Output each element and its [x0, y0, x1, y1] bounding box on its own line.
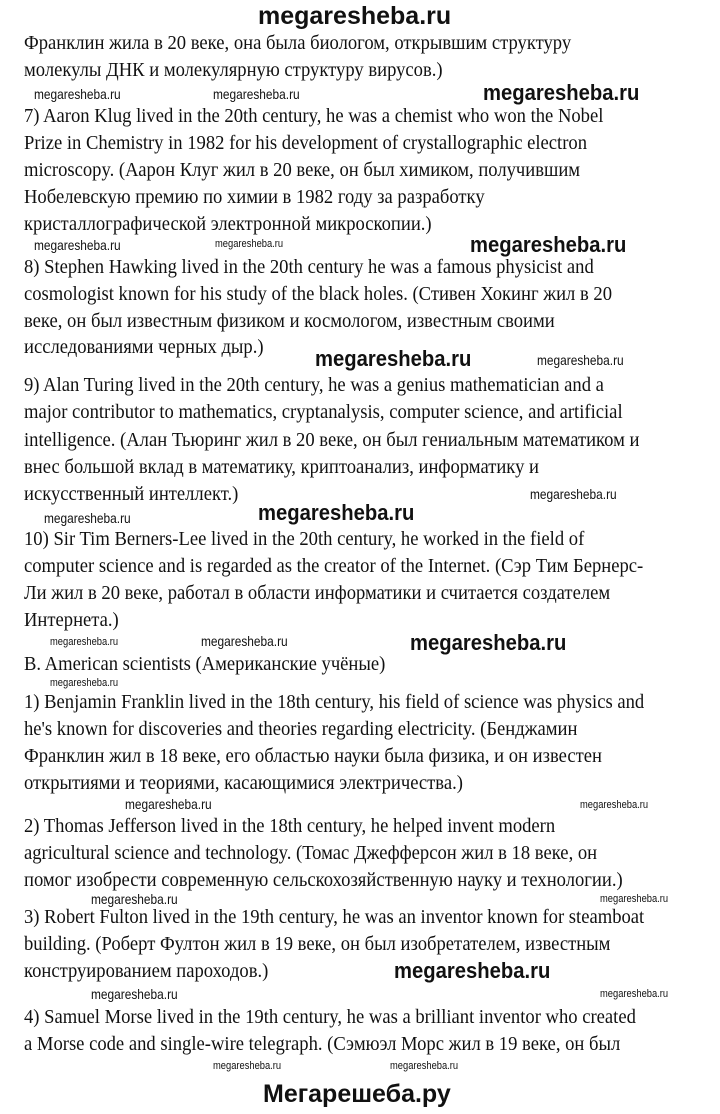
watermark: megaresheba.ru	[215, 238, 284, 250]
text-line: Нобелевскую премию по химии в 1982 году за разработку	[24, 186, 485, 208]
text-line: кристаллографической электронной микроскопии.)	[24, 213, 432, 235]
text-line: открытиями и теориями, касающимися электричества.)	[24, 772, 463, 794]
text-line: agricultural science and technology. (Томас Джефферсон жил в 18 веке, он	[24, 842, 598, 864]
text-line: Ли жил в 20 веке, работал в области информатики и считается создателем	[24, 582, 611, 604]
text-line: 1) Benjamin Franklin lived in the 18th century, his field of science was physics and	[24, 691, 645, 713]
text-line: he's known for discoveries and theories regarding electricity. (Бенджамин	[24, 718, 578, 740]
watermark: megaresheba.ru	[91, 891, 178, 907]
watermark: megaresheba.ru	[394, 958, 551, 983]
watermark: megaresheba.ru	[50, 677, 119, 689]
watermark: megaresheba.ru	[213, 1060, 282, 1072]
text-line: веке, он был известным физиком и космологом, известным своими	[24, 310, 555, 332]
watermark: megaresheba.ru	[537, 352, 624, 368]
text-line: внес большой вклад в математику, криптоанализ, информатику и	[24, 456, 539, 478]
text-line: Интернета.)	[24, 609, 119, 631]
watermark: megaresheba.ru	[530, 486, 617, 502]
watermark: megaresheba.ru	[213, 86, 300, 102]
text-line: intelligence. (Алан Тьюринг жил в 20 веке, он был гениальным математиком и	[24, 429, 640, 451]
text-line: 9) Alan Turing lived in the 20th century, he was a genius mathematician and a	[24, 374, 604, 396]
watermark: megaresheba.ru	[600, 893, 669, 905]
text-line: computer science and is regarded as the creator of the Internet. (Сэр Тим Бернерс-	[24, 555, 644, 577]
watermark: megaresheba.ru	[600, 988, 669, 1000]
text-line: 3) Robert Fulton lived in the 19th century, he was an inventor known for steamboat	[24, 906, 645, 928]
text-line: 10) Sir Tim Berners-Lee lived in the 20th century, he worked in the field of	[24, 528, 585, 550]
watermark: megaresheba.ru	[390, 1060, 459, 1072]
text-line: 4) Samuel Morse lived in the 19th century, he was a brilliant inventor who created	[24, 1006, 636, 1028]
text-line: Франклин жил в 18 веке, его областью науки была физика, и он известен	[24, 745, 602, 767]
text-line: молекулы ДНК и молекулярную структуру вирусов.)	[24, 59, 443, 81]
watermark: megaresheba.ru	[91, 986, 178, 1002]
watermark: megaresheba.ru	[410, 630, 567, 655]
watermark: megaresheba.ru	[201, 633, 288, 649]
watermark: megaresheba.ru	[258, 500, 415, 525]
text-line: major contributor to mathematics, cryptanalysis, computer science, and artificial	[24, 401, 623, 423]
text-line: B. American scientists (Американские учёные)	[24, 653, 386, 675]
text-line: искусственный интеллект.)	[24, 483, 239, 505]
text-line: cosmologist known for his study of the black holes. (Стивен Хокинг жил в 20	[24, 283, 613, 305]
text-line: исследованиями черных дыр.)	[24, 336, 264, 358]
watermark: megaresheba.ru	[50, 636, 119, 648]
text-line: microscopy. (Аарон Клуг жил в 20 веке, он был химиком, получившим	[24, 159, 581, 181]
text-line: a Morse code and single-wire telegraph. (Сэмюэл Морс жил в 19 веке, он был	[24, 1033, 621, 1055]
watermark: megaresheba.ru	[44, 510, 131, 526]
text-line: building. (Роберт Фултон жил в 19 веке, он был изобретателем, известным	[24, 933, 611, 955]
watermark: megaresheba.ru	[470, 232, 627, 257]
watermark: megaresheba.ru	[315, 346, 472, 371]
text-line: 8) Stephen Hawking lived in the 20th century he was a famous physicist and	[24, 256, 594, 278]
watermark: megaresheba.ru	[34, 237, 121, 253]
watermark: megaresheba.ru	[483, 80, 640, 105]
text-line: 7) Aaron Klug lived in the 20th century, he was a chemist who won the Nobel	[24, 105, 604, 127]
site-header: megaresheba.ru	[258, 2, 452, 30]
watermark: megaresheba.ru	[34, 86, 121, 102]
watermark: megaresheba.ru	[125, 796, 212, 812]
watermark: megaresheba.ru	[580, 799, 649, 811]
text-line: помог изобрести современную сельскохозяйственную науку и технологии.)	[24, 869, 623, 891]
text-line: Prize in Chemistry in 1982 for his development of crystallographic electron	[24, 132, 588, 154]
text-line: 2) Thomas Jefferson lived in the 18th century, he helped invent modern	[24, 815, 556, 837]
text-line: конструированием пароходов.)	[24, 960, 269, 982]
text-line: Франклин жила в 20 веке, она была биологом, открывшим структуру	[24, 32, 572, 54]
site-footer: Мегарешеба.ру	[263, 1080, 451, 1108]
